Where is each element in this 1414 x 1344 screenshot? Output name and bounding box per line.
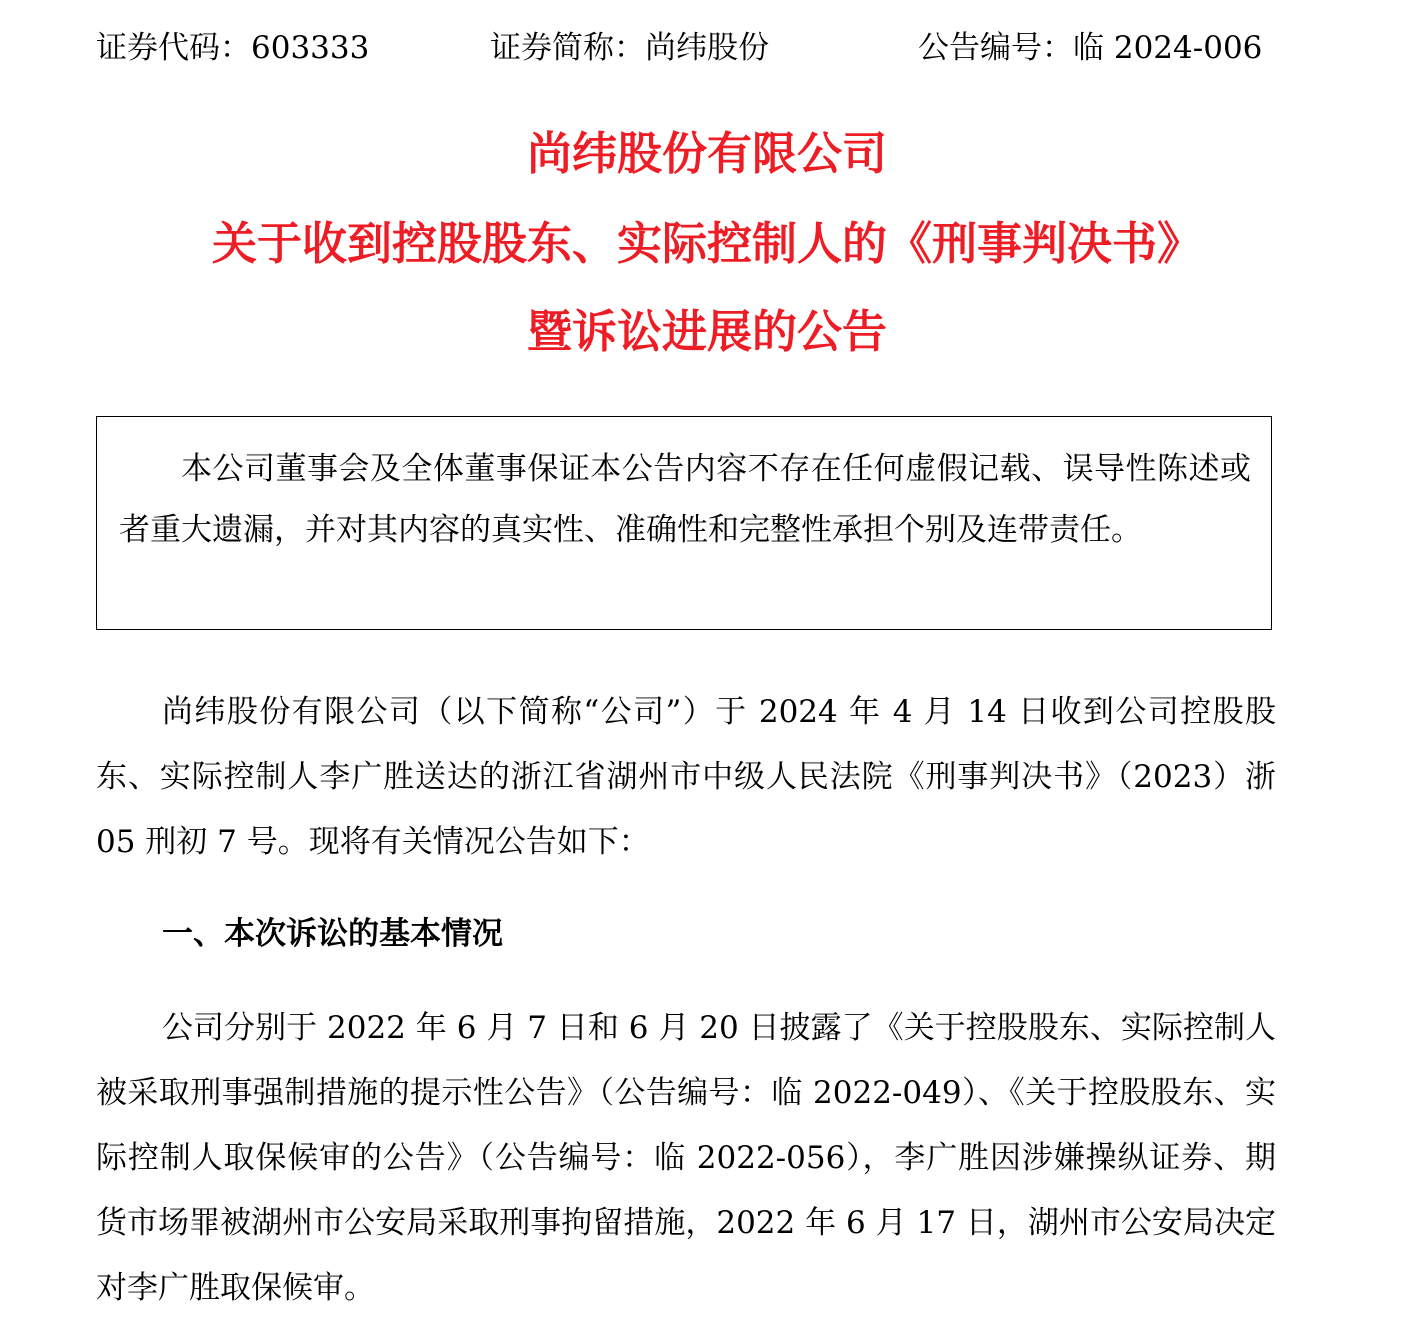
section-paragraph: 公司分别于 2022 年 6 月 7 日和 6 月 20 日披露了《关于控股股东、实际控制人被采取刑事强制措施的提示性公告》（公告编号：临 2022-049）、《关于控股股东、实际控制人取保候审的公告》（公告编号：临 2022-056），李广胜因涉嫌操纵证券、期货市场罪被湖州市公安局采取刑事拘留措施，2022 年 6 月 17 日，湖州市公安局决定对李广胜取保候审。 bbox=[96, 1010, 1276, 1306]
announcement-header bbox=[96, 26, 1276, 70]
disclaimer-text: 本公司董事会及全体董事保证本公告内容不存在任何虚假记载、误导性陈述或者重大遗漏，并对其内容的真实性、准确性和完整性承担个别及连带责任。 bbox=[119, 451, 1251, 548]
security-short-name: 证券简称：尚纬股份 bbox=[490, 30, 769, 66]
security-code: 证券代码：603333 bbox=[96, 30, 370, 66]
title-subject: 关于收到控股股东、实际控制人的《刑事判决书》 bbox=[211, 217, 1202, 270]
title-company: 尚纬股份有限公司 bbox=[526, 127, 887, 180]
section-heading: 一、本次诉讼的基本情况 bbox=[162, 916, 503, 952]
announcement-number: 公告编号：临 2024-006 bbox=[918, 30, 1263, 66]
disclaimer-box bbox=[96, 416, 1272, 630]
intro-paragraph: 尚纬股份有限公司（以下简称“公司”）于 2024 年 4 月 14 日收到公司控股股东、实际控制人李广胜送达的浙江省湖州市中级人民法院《刑事判决书》（2023）浙 05 刑初 7 号。现将有关情况公告如下： bbox=[96, 694, 1276, 860]
title-suffix: 暨诉讼进展的公告 bbox=[526, 305, 887, 358]
